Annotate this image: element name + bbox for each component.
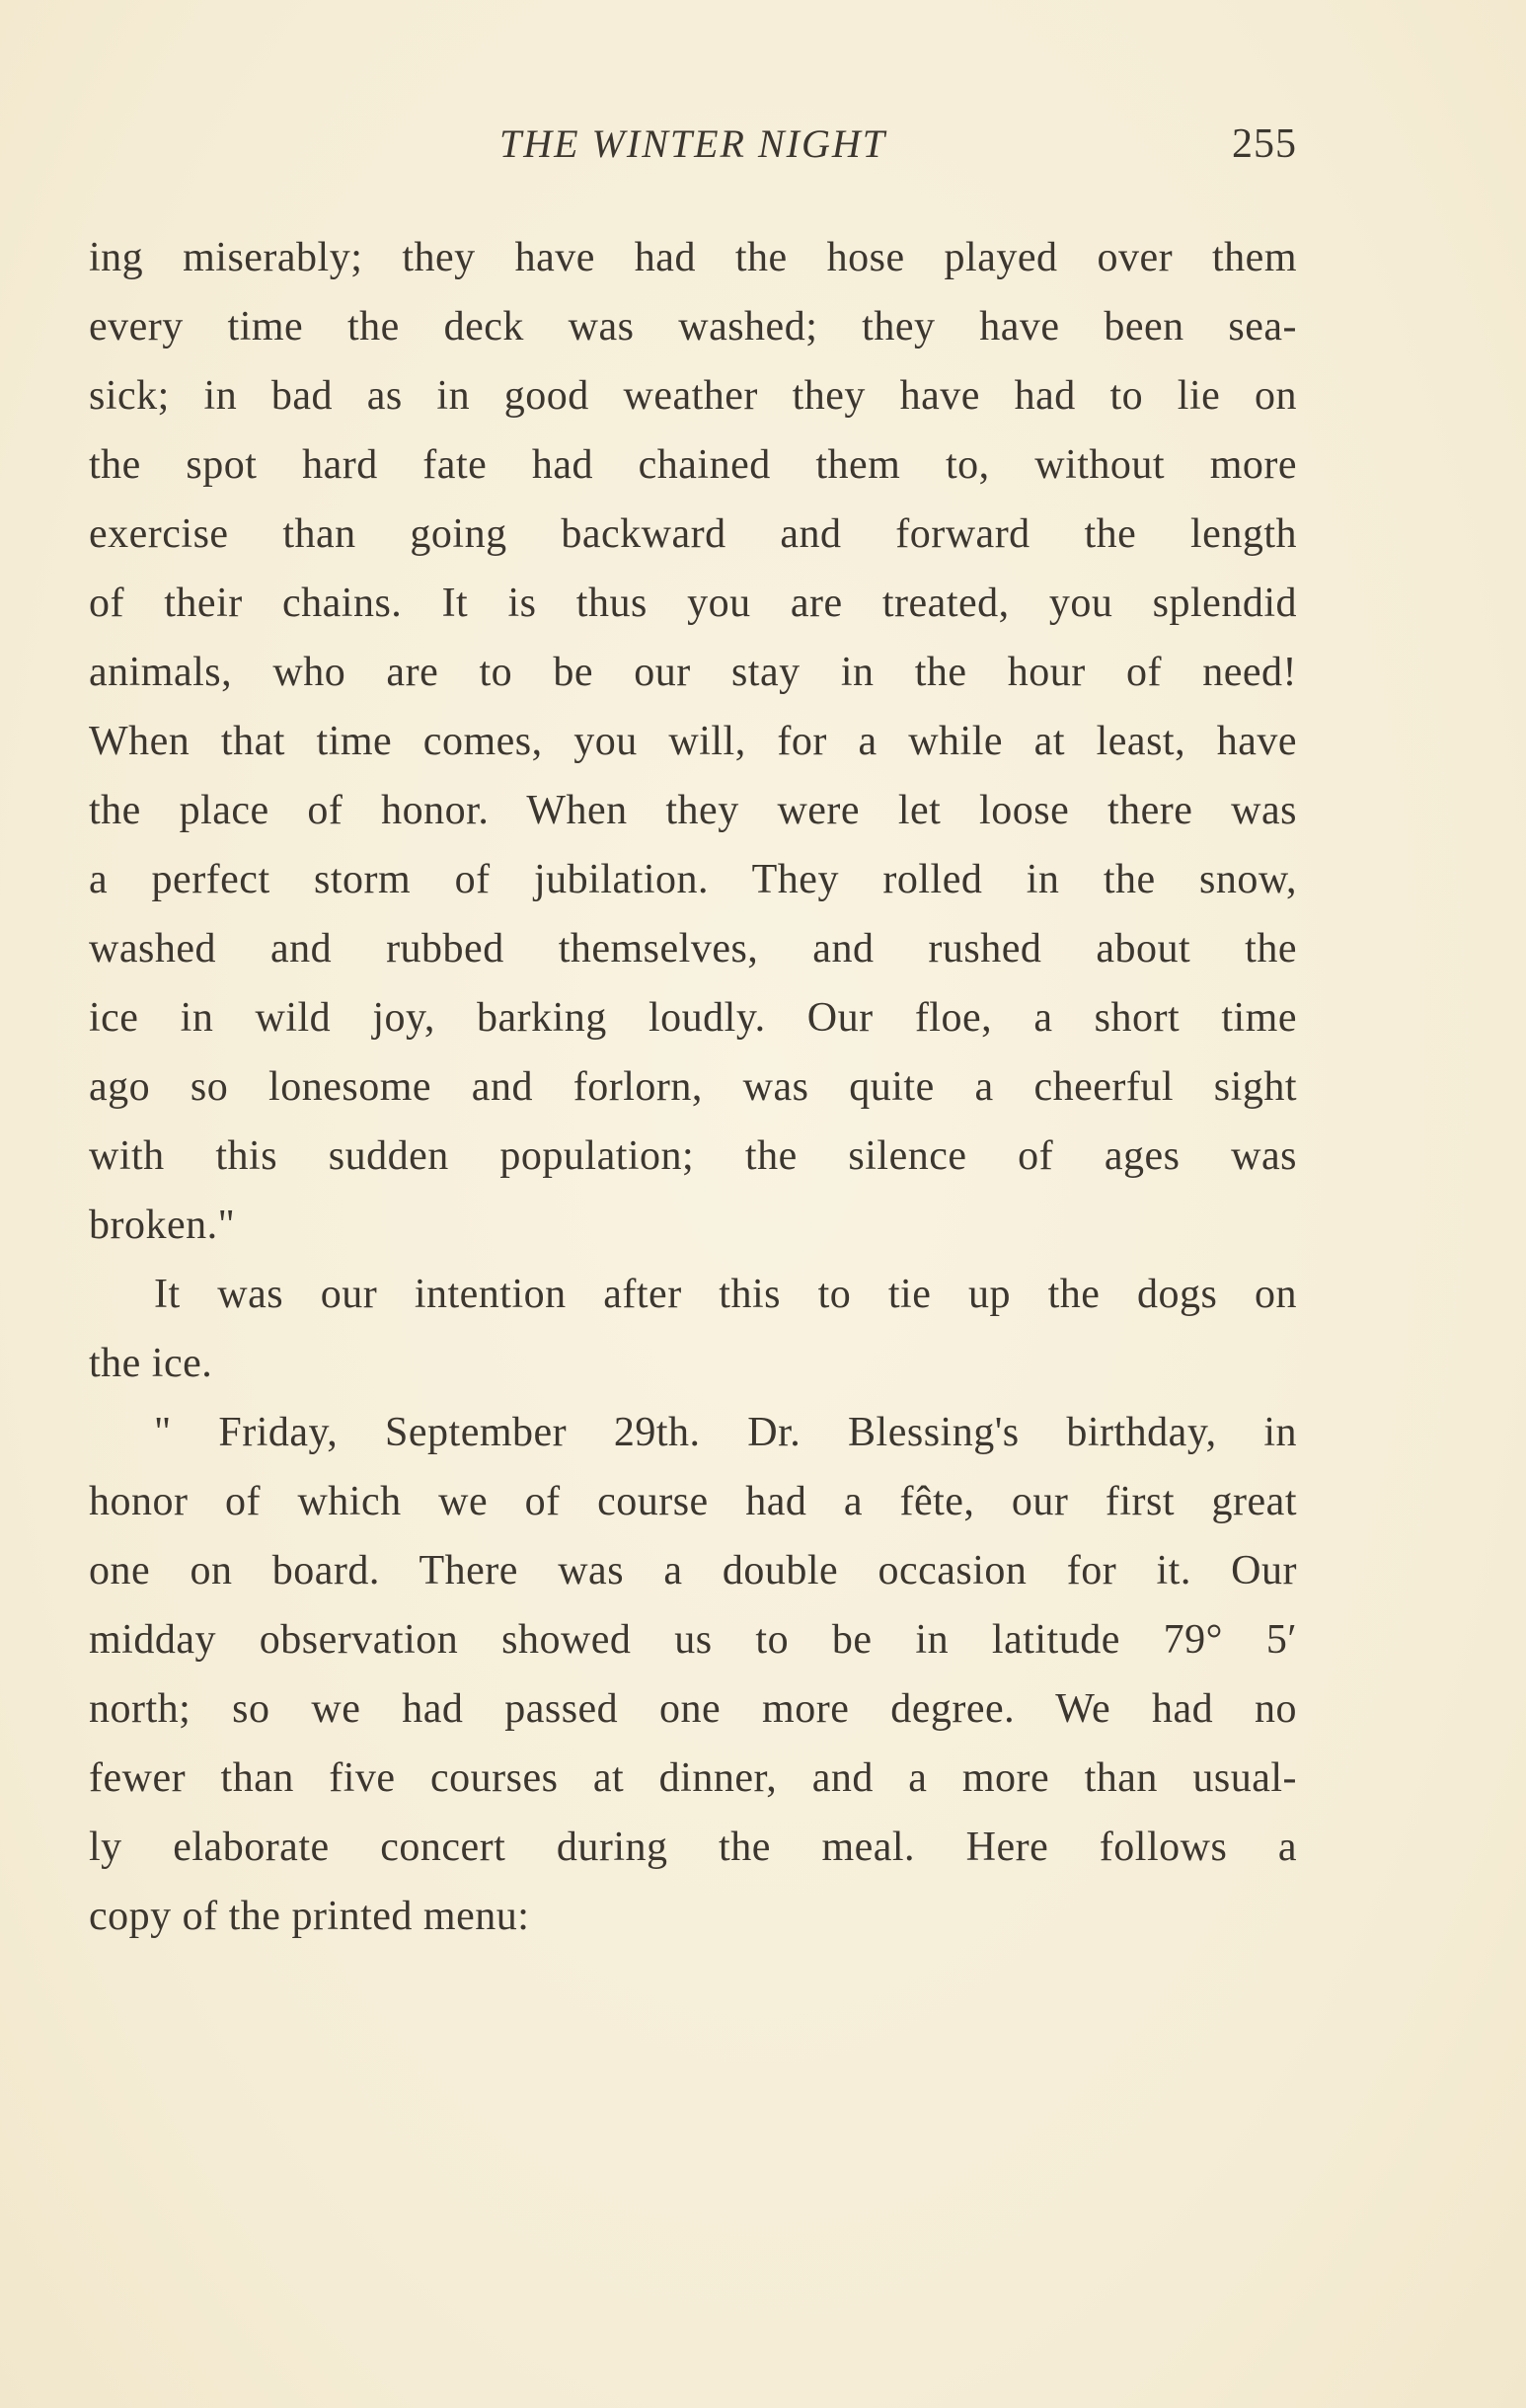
text-line: the place of honor. When they were let loose there was [89,788,1297,833]
text-line: fewer than five courses at dinner, and a more than usual- [89,1755,1297,1801]
text-line: washed and rubbed themselves, and rushed about the [89,926,1297,971]
text-line: of their chains. It is thus you are treated, you splendid [89,581,1297,626]
text-line: ago so lonesome and forlorn, was quite a cheerful sight [89,1064,1297,1110]
text-line: ly elaborate concert during the meal. Here follows a [89,1825,1297,1870]
text-line: copy of the printed menu: [89,1894,530,1939]
running-head [89,115,1297,174]
text-line: the spot hard fate had chained them to, without more [89,442,1297,488]
text-line: sick; in bad as in good weather they have had to lie on [89,373,1297,419]
text-line: When that time comes, you will, for a while at least, have [89,719,1297,764]
text-line: " Friday, September 29th. Dr. Blessing's birthday, in [154,1410,1297,1455]
text-line: one on board. There was a double occasion for it. Our [89,1548,1297,1593]
text-line: broken." [89,1203,236,1248]
text-line: every time the deck was washed; they have been sea- [89,304,1297,350]
text-line: north; so we had passed one more degree. We had no [89,1686,1297,1732]
text-line: exercise than going backward and forward the length [89,511,1297,557]
text-line: animals, who are to be our stay in the hour of need! [89,650,1297,695]
text-line: ing miserably; they have had the hose played over them [89,235,1297,280]
body-text [89,223,1297,1951]
text-line: with this sudden population; the silence of ages was [89,1133,1297,1179]
text-line: midday observation showed us to be in latitude 79° 5′ [89,1617,1297,1663]
text-line: a perfect storm of jubilation. They rolled in the snow, [89,857,1297,902]
running-title: THE WINTER NIGHT [498,121,887,166]
page-number: 255 [1232,121,1297,167]
text-line: ice in wild joy, barking loudly. Our floe, a short time [89,995,1297,1041]
text-line: honor of which we of course had a fête, our first great [89,1479,1297,1524]
text-line: the ice. [89,1341,213,1386]
text-line: It was our intention after this to tie up the dogs on [154,1272,1297,1317]
